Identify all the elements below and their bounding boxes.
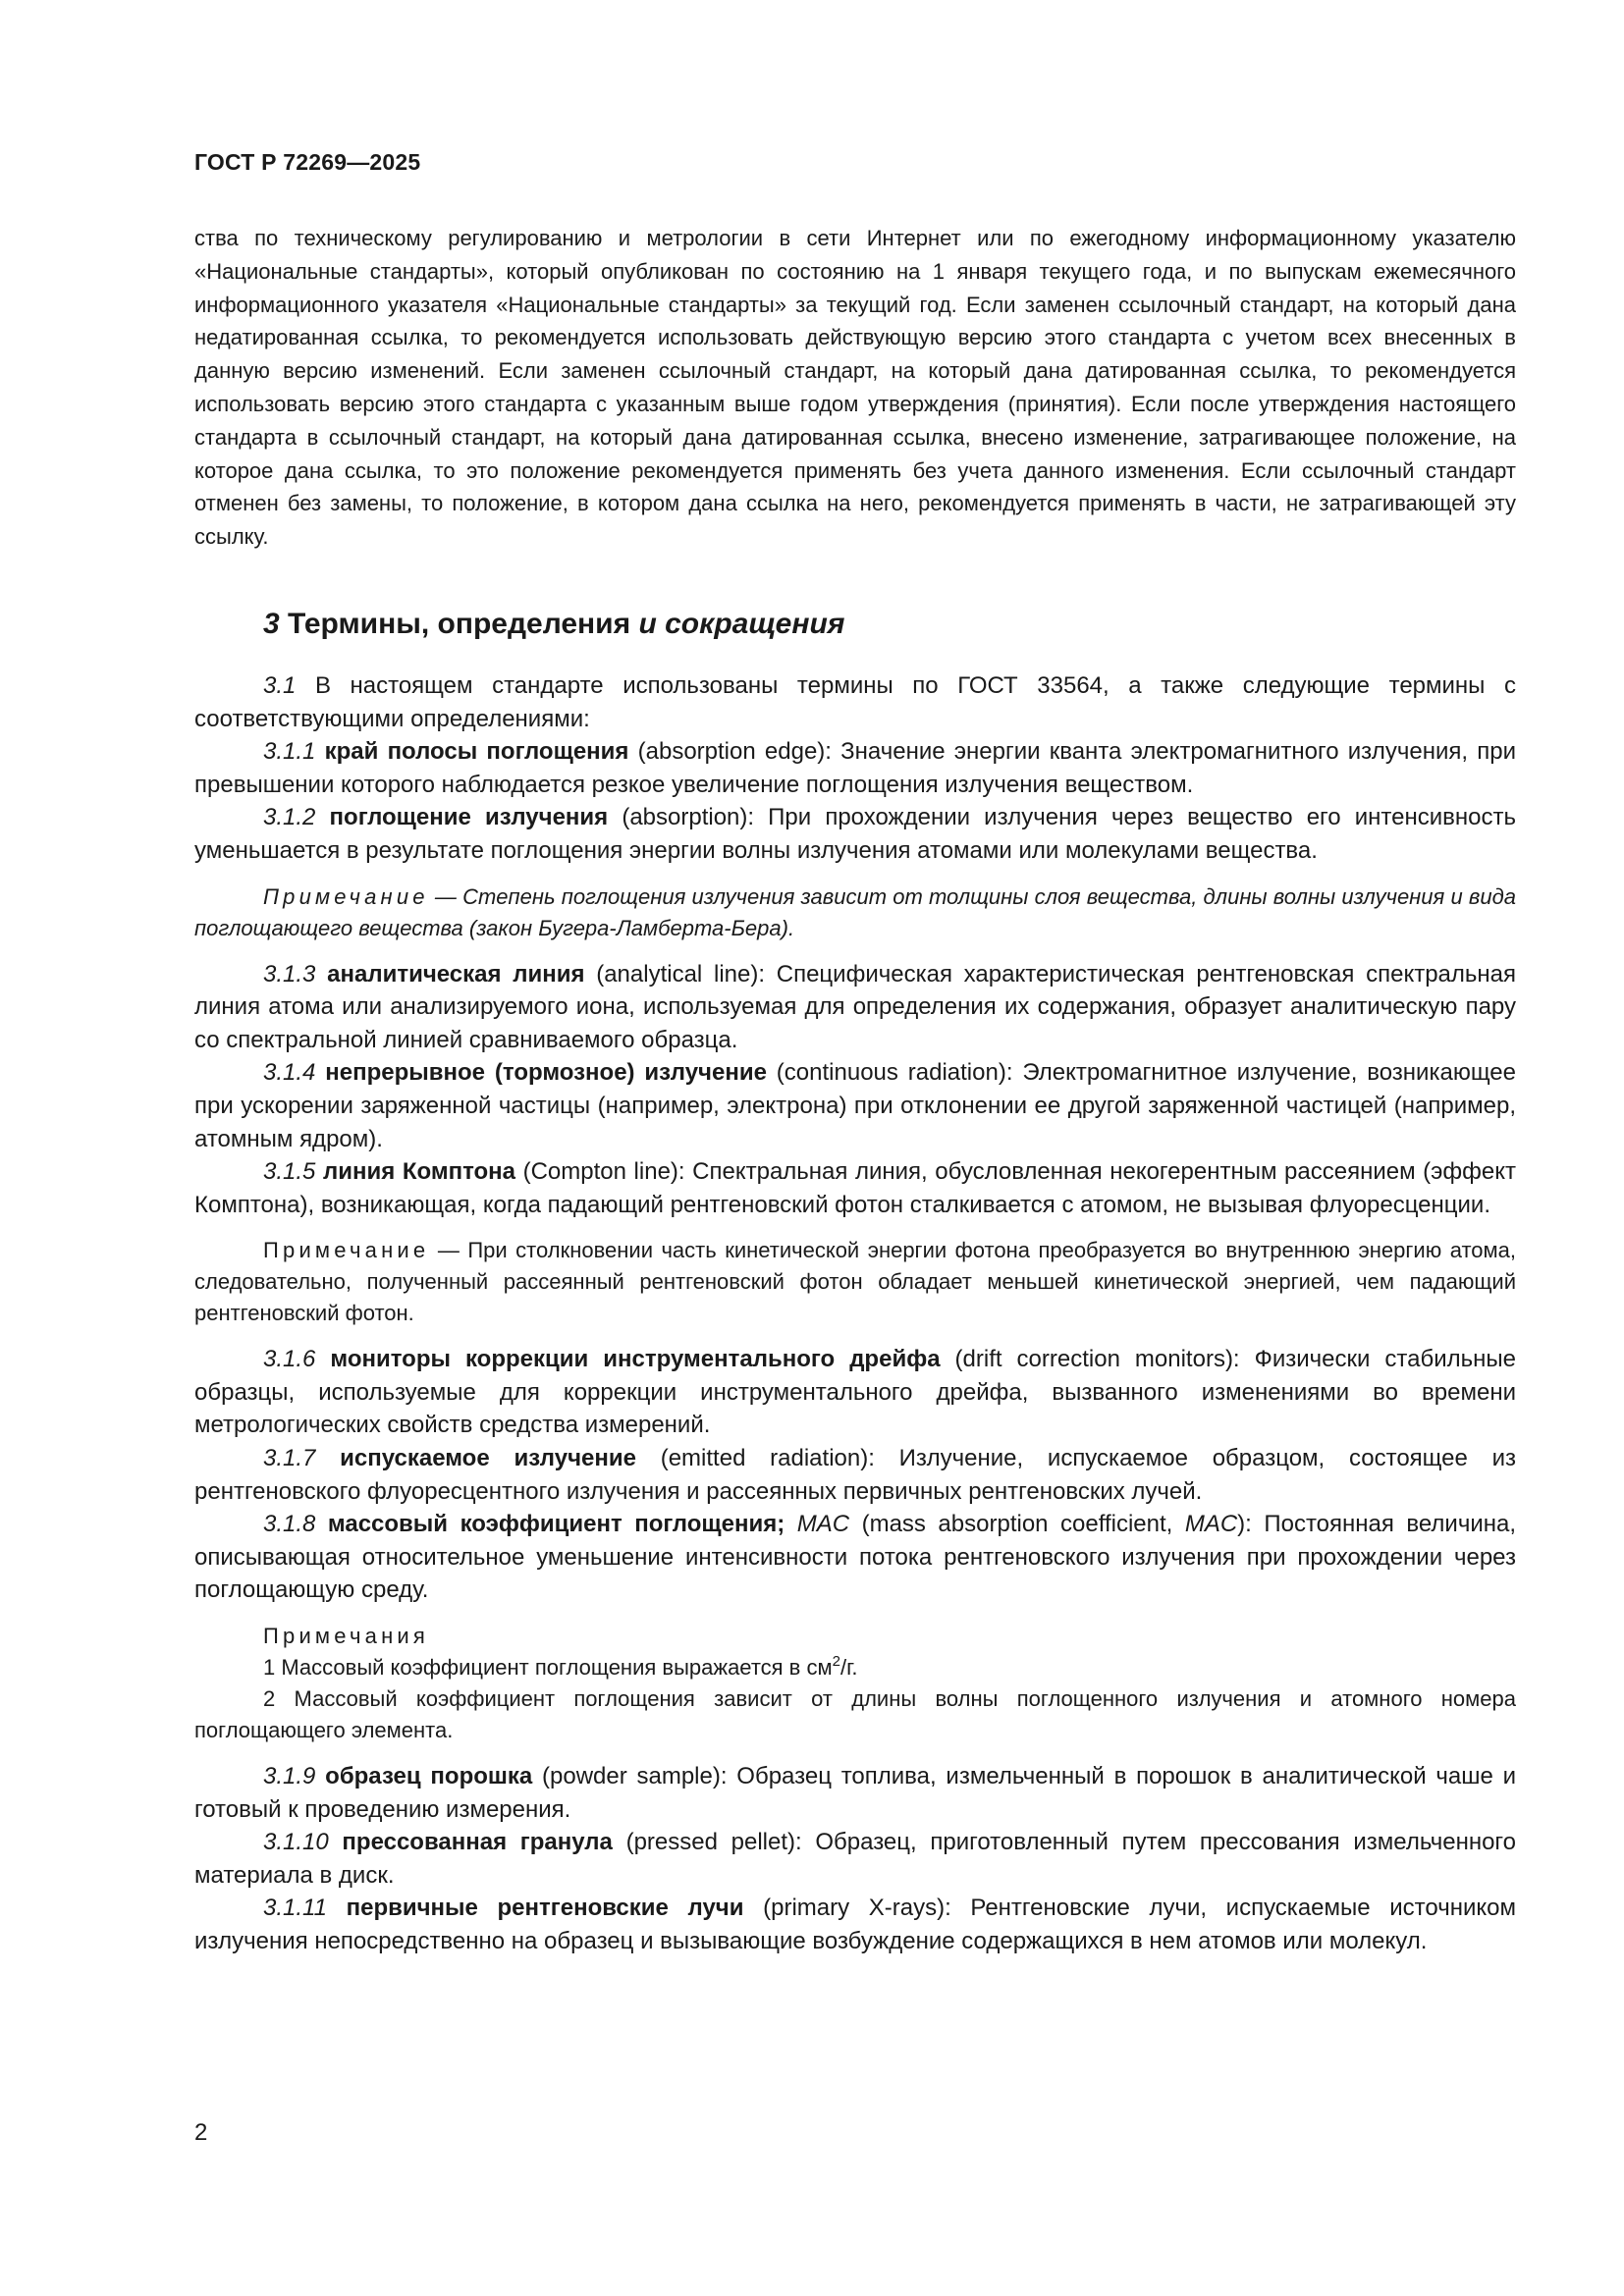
term-definition: (continuous radiation): Электромагнитное излучение, возникающее при ускорении заряженной частицы (например, электрона) при отклонении ее другой заряженной частицей (например, атомным ядром). [194,1059,1516,1152]
term-number: 3.1.2 [263,804,316,831]
clause-3-1 [194,669,1516,735]
term-name: образец порошка [325,1763,533,1790]
term-name: испускаемое излучение [340,1445,636,1472]
term-definition: (Compton line): Спектральная линия, обусловленная некогерентным рассеянием (эффект Комптона), возникающая, когда падающий рентгеновский фотон сталкивается с атомом, не вызывая флуоресценции. [194,1158,1517,1218]
term-3-1-10 [194,1826,1516,1892]
term-name: массовый коэффициент поглощения; [327,1511,785,1538]
term-number: 3.1.7 [263,1445,316,1472]
note-3-1-2 [194,881,1516,944]
term-number: 3.1.9 [263,1763,316,1790]
clause-number: 3.1 [263,671,297,699]
term-3-1-9 [194,1760,1516,1826]
note-1-superscript: 2 [832,1653,840,1671]
term-name: поглощение излучения [329,804,609,831]
term-3-1-6 [194,1343,1516,1442]
document-header: ГОСТ Р 72269—2025 [194,149,421,175]
section-title-italic: и сокращения [638,607,845,640]
page-content [194,222,1516,1958]
term-3-1-8 [194,1508,1516,1607]
notes-3-1-8 [194,1621,1516,1746]
note-dash: — [428,883,463,909]
section-3-heading [263,605,1516,644]
term-number: 3.1.3 [263,960,316,988]
term-definition-a: (mass absorption coefficient, [849,1511,1185,1538]
term-number: 3.1.6 [263,1346,316,1373]
term-number: 3.1.11 [263,1895,327,1922]
term-definition-abbr: MAC [1184,1511,1238,1538]
intro-paragraph [194,222,1516,554]
note-1-text: 1 Массовый коэффициент поглощения выражается в см [263,1655,833,1681]
term-definition: (drift correction monitors): Физически стабильные образцы, используемые для коррекции инструментального дрейфа, вызванного изменениями во времени метрологических свойств средства измерений. [194,1346,1516,1439]
clause-text: В настоящем стандарте использованы термины по ГОСТ 33564, а также следующие термины с соответствующими определениями: [194,671,1516,732]
term-name: аналитическая линия [327,960,585,988]
term-definition: (powder sample): Образец топлива, измельченный в порошок в аналитической чаше и готовый к проведению измерения. [194,1763,1517,1823]
term-3-1-5 [194,1155,1516,1221]
term-definition: (emitted radiation): Излучение, испускаемое образцом, состоящее из рентгеновского флуоресцентного излучения и рассеянных первичных рентгеновских лучей. [194,1445,1516,1505]
page-number: 2 [194,2119,208,2146]
term-name: прессованная гранула [342,1829,613,1856]
term-definition: (analytical line): Специфическая характеристическая рентгеновская спектральная линия атома или анализируемого иона, используемая для определения их содержания, образует аналитическую пару со спектральной линией сравниваемого образца. [194,960,1516,1053]
term-number: 3.1.1 [263,738,316,766]
term-definition-b: ): Постоянная величина, описывающая относительное уменьшение интенсивности потока рентгеновского излучения при прохождении через поглощающую среду. [194,1511,1516,1604]
section-title-main: Термины, определения [279,607,639,640]
term-definition: (absorption edge): Значение энергии кванта электромагнитного излучения, при превышении которого наблюдается резкое увеличение поглощения излучения веществом. [194,738,1517,798]
term-name: первичные рентгеновские лучи [346,1895,744,1922]
term-name: линия Комптона [322,1158,516,1186]
term-definition: (absorption): При прохождении излучения через вещество его интенсивность уменьшается в результате поглощения энергии волны излучения атомами или молекулами вещества. [194,804,1517,864]
note-3-1-5 [194,1235,1516,1329]
term-3-1-11 [194,1892,1516,1957]
note-text: При столкновении часть кинетической энергии фотона преобразуется во внутреннюю энергию атома, следовательно, полученный рассеянный рентгеновский фотон обладает меньшей кинетической энергией, чем падающий рентгеновский фотон. [194,1238,1516,1326]
term-3-1-2 [194,801,1516,867]
note-2: 2 Массовый коэффициент поглощения зависит от длины волны поглощенного излучения и атомного номера поглощающего элемента. [194,1686,1516,1743]
section-number: 3 [263,607,280,640]
term-name: мониторы коррекции инструментального дрейфа [330,1346,941,1373]
term-number: 3.1.4 [263,1059,316,1087]
note-dash: — [429,1238,468,1263]
term-number: 3.1.8 [263,1511,316,1538]
term-3-1-4 [194,1056,1516,1155]
term-3-1-7 [194,1442,1516,1508]
term-name: край полосы поглощения [324,738,629,766]
note-text: Степень поглощения излучения зависит от толщины слоя вещества, длины волны излучения и вида поглощающего вещества (закон Бугера-Ламберта-Бера). [194,883,1516,940]
term-3-1-1 [194,735,1516,801]
term-name: непрерывное (тормозное) излучение [325,1059,767,1087]
term-3-1-3 [194,958,1516,1057]
note-1 [194,1652,1516,1683]
notes-label: Примечания [263,1624,430,1649]
note-1-tail: /г. [839,1655,858,1681]
note-label: Примечание [263,883,429,909]
term-number: 3.1.10 [263,1829,329,1856]
term-number: 3.1.5 [263,1158,316,1186]
term-definition: (primary X-rays): Рентгеновские лучи, испускаемые источником излучения непосредственно на образец и вызывающие возбуждение содержащихся в нем атомов или молекул. [194,1895,1516,1954]
term-definition: (pressed pellet): Образец, приготовленный путем прессования измельченного материала в диск. [194,1829,1516,1889]
note-label: Примечание [263,1238,430,1263]
term-abbreviation: MAC [796,1511,850,1538]
intro-text: ства по техническому регулированию и метрологии в сети Интернет или по ежегодному информационному указателю «Национальные стандарты», который опубликован по состоянию на 1 января текущего года, и по выпускам ежемесячного информационного указателя «Национальные стандарты» за текущий год. Если заменен ссылочный стандарт, на который дана недатированная ссылка, то рекомендуется использовать действующую версию этого стандарта с учетом всех внесенных в данную версию изменений. Если заменен ссылочный стандарт, на который дана датированная ссылка, то рекомендуется использовать версию этого стандарта с указанным выше годом утверждения (принятия). Если после утверждения настоящего стандарта в ссылочный стандарт, на который дана датированная ссылка, внесено изменение, затрагивающее положение, на которое дана ссылка, то это положение рекомендуется применять без учета данного изменения. Если ссылочный стандарт отменен без замены, то положение, в котором дана ссылка на него, рекомендуется применять в части, не затрагивающей эту ссылку. [194,226,1516,550]
